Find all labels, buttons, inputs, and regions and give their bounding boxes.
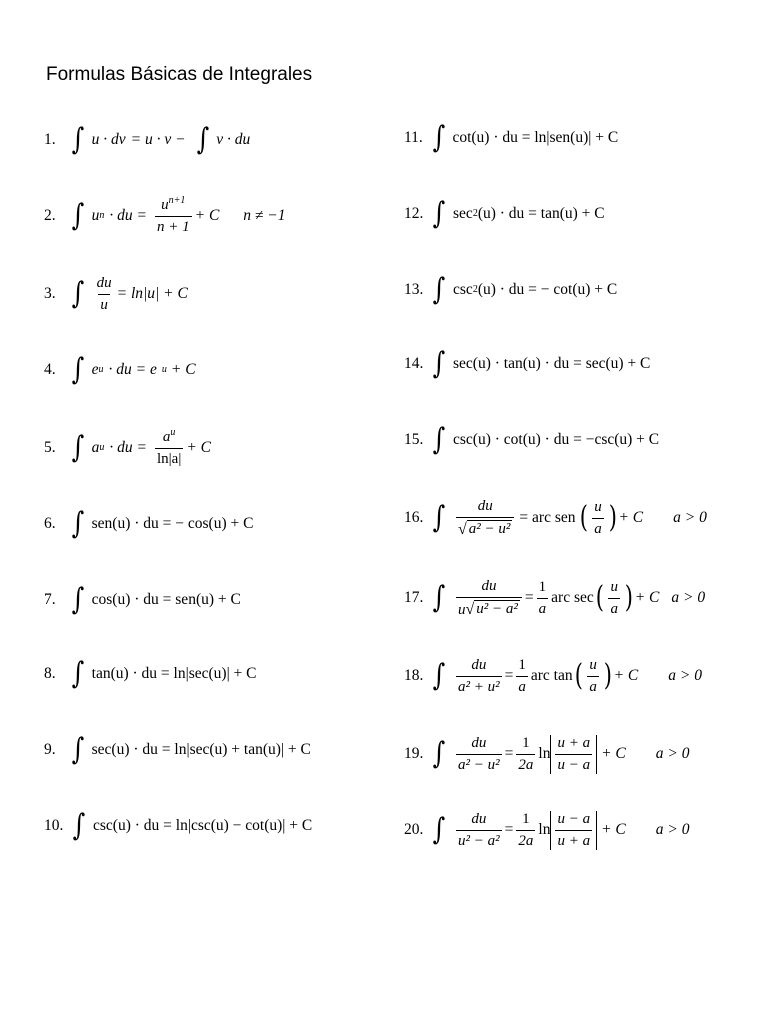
inner-denominator: a <box>587 676 599 696</box>
integral-sign: ∫ <box>71 656 85 691</box>
formula-19 <box>404 724 689 784</box>
formula-eq: = <box>504 745 514 762</box>
coefficient-denominator: a <box>537 598 549 618</box>
formula-16: 16. ∫ du √ a² − u² = arc sen ( $\frac{u}{a}$ ) + C a > 0 <box>404 497 707 538</box>
formula-condition: a > 0 <box>673 509 707 526</box>
formula-6 <box>44 494 253 554</box>
formula-9 <box>44 720 311 780</box>
numerator-exponent: u <box>170 426 176 438</box>
formula-eq: = <box>524 589 534 606</box>
formula-number: 2. <box>44 207 56 224</box>
inner-numerator: u <box>610 578 618 595</box>
formula-7 <box>44 570 241 630</box>
formula-text: cos(u) · du = sen(u) + C <box>91 591 241 608</box>
formula-eq: = <box>504 821 514 838</box>
formula-14 <box>404 334 650 394</box>
inner-denominator: a <box>608 598 620 618</box>
formula-number: 16. <box>404 509 424 526</box>
formula-number: 5. <box>44 439 56 456</box>
formula-13: 13. ∫ csc 2 (u) · du = − cot(u) + C <box>404 272 618 307</box>
formula-rhs: = ln|u| + C <box>116 285 188 302</box>
integral-sign: ∫ <box>71 276 85 311</box>
formula-lhs: u <box>91 207 100 224</box>
formula-3 <box>44 264 188 324</box>
integral-sign: ∫ <box>196 122 209 157</box>
numerator: du <box>477 497 493 514</box>
integral-sign: ∫ <box>432 580 446 615</box>
integral-sign: ∫ <box>72 808 86 843</box>
fraction <box>456 811 502 850</box>
integral-sign: ∫ <box>432 812 446 847</box>
formula-condition: a > 0 <box>671 589 706 606</box>
function-name: arc tan <box>530 667 573 684</box>
function-name: arc sec <box>551 589 594 606</box>
formula-number: 11. <box>404 129 423 146</box>
function-name: csc <box>453 281 473 298</box>
formula-lhs: e <box>91 361 99 378</box>
formula-eq: = <box>504 667 514 684</box>
formula-mid: = u · v − <box>130 131 186 148</box>
inner-denominator: u − a <box>555 754 592 774</box>
function-name: sec <box>453 205 473 222</box>
denominator: ln|a| <box>155 448 183 468</box>
formula-rhs: v · du <box>216 131 251 148</box>
numerator: u <box>161 196 169 213</box>
denominator: u² − a² <box>476 600 518 617</box>
fraction <box>456 657 502 696</box>
formula-lhs: a <box>91 439 100 456</box>
integral-sign: ∫ <box>432 500 446 535</box>
denominator: a² + u² <box>456 676 502 696</box>
coefficient-numerator: 1 <box>522 810 530 827</box>
formula-number: 10. <box>44 817 64 834</box>
numerator-exponent: n+1 <box>168 194 186 206</box>
inner-numerator: u − a <box>557 810 591 827</box>
integral-sign: ∫ <box>71 582 85 617</box>
formula-number: 3. <box>44 285 56 302</box>
formula-11 <box>404 108 618 168</box>
denominator: u² − a² <box>456 830 502 850</box>
denominator: u <box>98 294 110 314</box>
formula-lhs: u · dv <box>91 131 126 148</box>
denominator: a² − u² <box>456 754 502 774</box>
formula-text: cot(u) · du = ln|sen(u)| + C <box>452 129 619 146</box>
inner-numerator: u + a <box>557 734 591 751</box>
formula-mid: · du = <box>109 439 147 456</box>
formula-number: 9. <box>44 741 56 758</box>
formula-text: sen(u) · du = − cos(u) + C <box>91 515 254 532</box>
coefficient-denominator: 2a <box>516 830 535 850</box>
formula-condition: n ≠ −1 <box>243 207 286 224</box>
denominator-prefix: u <box>458 601 466 618</box>
integral-sign: ∫ <box>432 736 446 771</box>
formula-text: sec(u) · tan(u) · du = sec(u) + C <box>453 355 651 372</box>
inner-fraction <box>592 499 604 538</box>
formula-text: csc(u) · du = ln|csc(u) − cot(u)| + C <box>93 817 313 834</box>
formula-8 <box>44 644 257 704</box>
formula-4: 4. ∫ e u · du = e u + C <box>44 352 196 387</box>
integral-sign: ∫ <box>71 506 85 541</box>
formula-text: csc(u) · cot(u) · du = −csc(u) + C <box>453 431 660 448</box>
sqrt-icon: √ <box>458 520 467 538</box>
absolute-value <box>550 735 597 774</box>
numerator: du <box>471 656 487 673</box>
formula-condition: a > 0 <box>655 821 690 838</box>
formula-text: tan(u) · du = ln|sec(u)| + C <box>91 665 257 682</box>
coefficient-numerator: 1 <box>538 578 547 595</box>
integral-sign: ∫ <box>71 430 85 465</box>
coefficient-denominator: 2a <box>516 754 535 774</box>
formula-after: + C <box>618 509 644 526</box>
coefficient-denominator: a <box>516 676 528 696</box>
integral-sign: ∫ <box>432 272 446 307</box>
integral-sign: ∫ <box>432 196 446 231</box>
formula-number: 13. <box>404 281 424 298</box>
numerator: a <box>162 428 171 445</box>
numerator: du <box>471 734 487 751</box>
formula-after: + C <box>601 821 626 838</box>
formula-number: 12. <box>404 205 424 222</box>
absolute-value <box>550 811 597 850</box>
formula-number: 4. <box>44 361 56 378</box>
formula-18: 18. ∫ $\frac{du}{\text{a² + u²}}$ = $\frac{1}{a}$ arc tan ( $\frac{u}{a}$ ) + C a > 0 <box>404 656 702 695</box>
formula-1 <box>44 110 250 170</box>
formula-number: 14. <box>404 355 424 372</box>
integral-sign: ∫ <box>432 346 446 381</box>
formula-number: 19. <box>404 745 424 762</box>
formula-number: 20. <box>404 821 424 838</box>
integral-sign: ∫ <box>71 198 85 233</box>
coefficient-fraction <box>537 579 549 618</box>
integral-sign: ∫ <box>71 122 85 157</box>
function-name: ln <box>538 745 551 762</box>
formula-number: 15. <box>404 431 424 448</box>
inner-fraction <box>587 657 599 696</box>
function-name: ln <box>538 821 551 838</box>
sqrt-icon: √ <box>465 600 475 618</box>
formula-17: 17. ∫ du u √ u² − a² = $\frac{1}{a}$ arc sec ( $\frac{u}{a}$ ) + C a > 0 <box>404 577 706 618</box>
coefficient-fraction <box>516 657 528 696</box>
inner-fraction <box>608 579 620 618</box>
formula-after: + C <box>601 745 626 762</box>
formula-text: (u) · du = − cot(u) + C <box>477 281 618 298</box>
integral-sign: ∫ <box>71 352 85 387</box>
formula-number: 18. <box>404 667 424 684</box>
numerator: du <box>481 577 497 594</box>
formula-mid: · du = e <box>108 361 157 378</box>
formula-after: + C <box>634 589 660 606</box>
inner-fraction <box>555 811 592 850</box>
inner-denominator: u + a <box>555 830 592 850</box>
coefficient-fraction <box>516 811 535 850</box>
inner-fraction <box>555 735 592 774</box>
page-title: Formulas Básicas de Integrales <box>46 64 313 85</box>
fraction <box>456 735 502 774</box>
fraction <box>456 578 522 619</box>
inner-numerator: u <box>589 656 597 673</box>
inner-denominator: a <box>592 518 604 538</box>
integral-sign: ∫ <box>432 422 446 457</box>
inner-numerator: u <box>594 498 602 515</box>
formula-text: (u) · du = tan(u) + C <box>477 205 605 222</box>
numerator: du <box>471 810 487 827</box>
formula-after: + C <box>613 667 639 684</box>
numerator: du <box>96 274 112 291</box>
formula-number: 6. <box>44 515 56 532</box>
coefficient-numerator: 1 <box>518 656 526 673</box>
formula-condition: a > 0 <box>668 667 702 684</box>
formula-condition: a > 0 <box>655 745 690 762</box>
formula-12: 12. ∫ sec 2 (u) · du = tan(u) + C <box>404 196 605 231</box>
formula-20 <box>404 800 689 860</box>
formula-2: 2. ∫ u n · du = $\frac{u^{n+1}}{n + 1}$ + C n ≠ −1 <box>44 194 286 235</box>
formula-after: + C <box>186 439 212 456</box>
fraction <box>155 426 183 468</box>
fraction <box>95 275 114 314</box>
formula-text: sec(u) · du = ln|sec(u) + tan(u)| + C <box>91 741 311 758</box>
integral-sign: ∫ <box>432 658 446 693</box>
fraction <box>456 498 514 539</box>
formula-5: 5. ∫ a u · du = $\frac{a^u}{\ln|a|}$ + C <box>44 426 212 467</box>
integral-sign: ∫ <box>71 732 85 767</box>
formula-number: 17. <box>404 589 424 606</box>
formula-number: 7. <box>44 591 56 608</box>
formula-10 <box>44 796 312 856</box>
integral-sign: ∫ <box>432 120 445 155</box>
fraction <box>155 194 192 236</box>
formula-rhs: + C <box>170 361 196 378</box>
coefficient-numerator: 1 <box>522 734 530 751</box>
formula-15 <box>404 410 659 470</box>
denominator: a² − u² <box>468 520 511 537</box>
coefficient-fraction <box>516 735 535 774</box>
formula-after: + C <box>194 207 220 224</box>
formula-number: 1. <box>44 131 56 148</box>
formula-mid: · du = <box>109 207 147 224</box>
denominator: n + 1 <box>155 216 192 236</box>
formula-eq: = arc sen <box>519 509 576 526</box>
formula-number: 8. <box>44 665 56 682</box>
